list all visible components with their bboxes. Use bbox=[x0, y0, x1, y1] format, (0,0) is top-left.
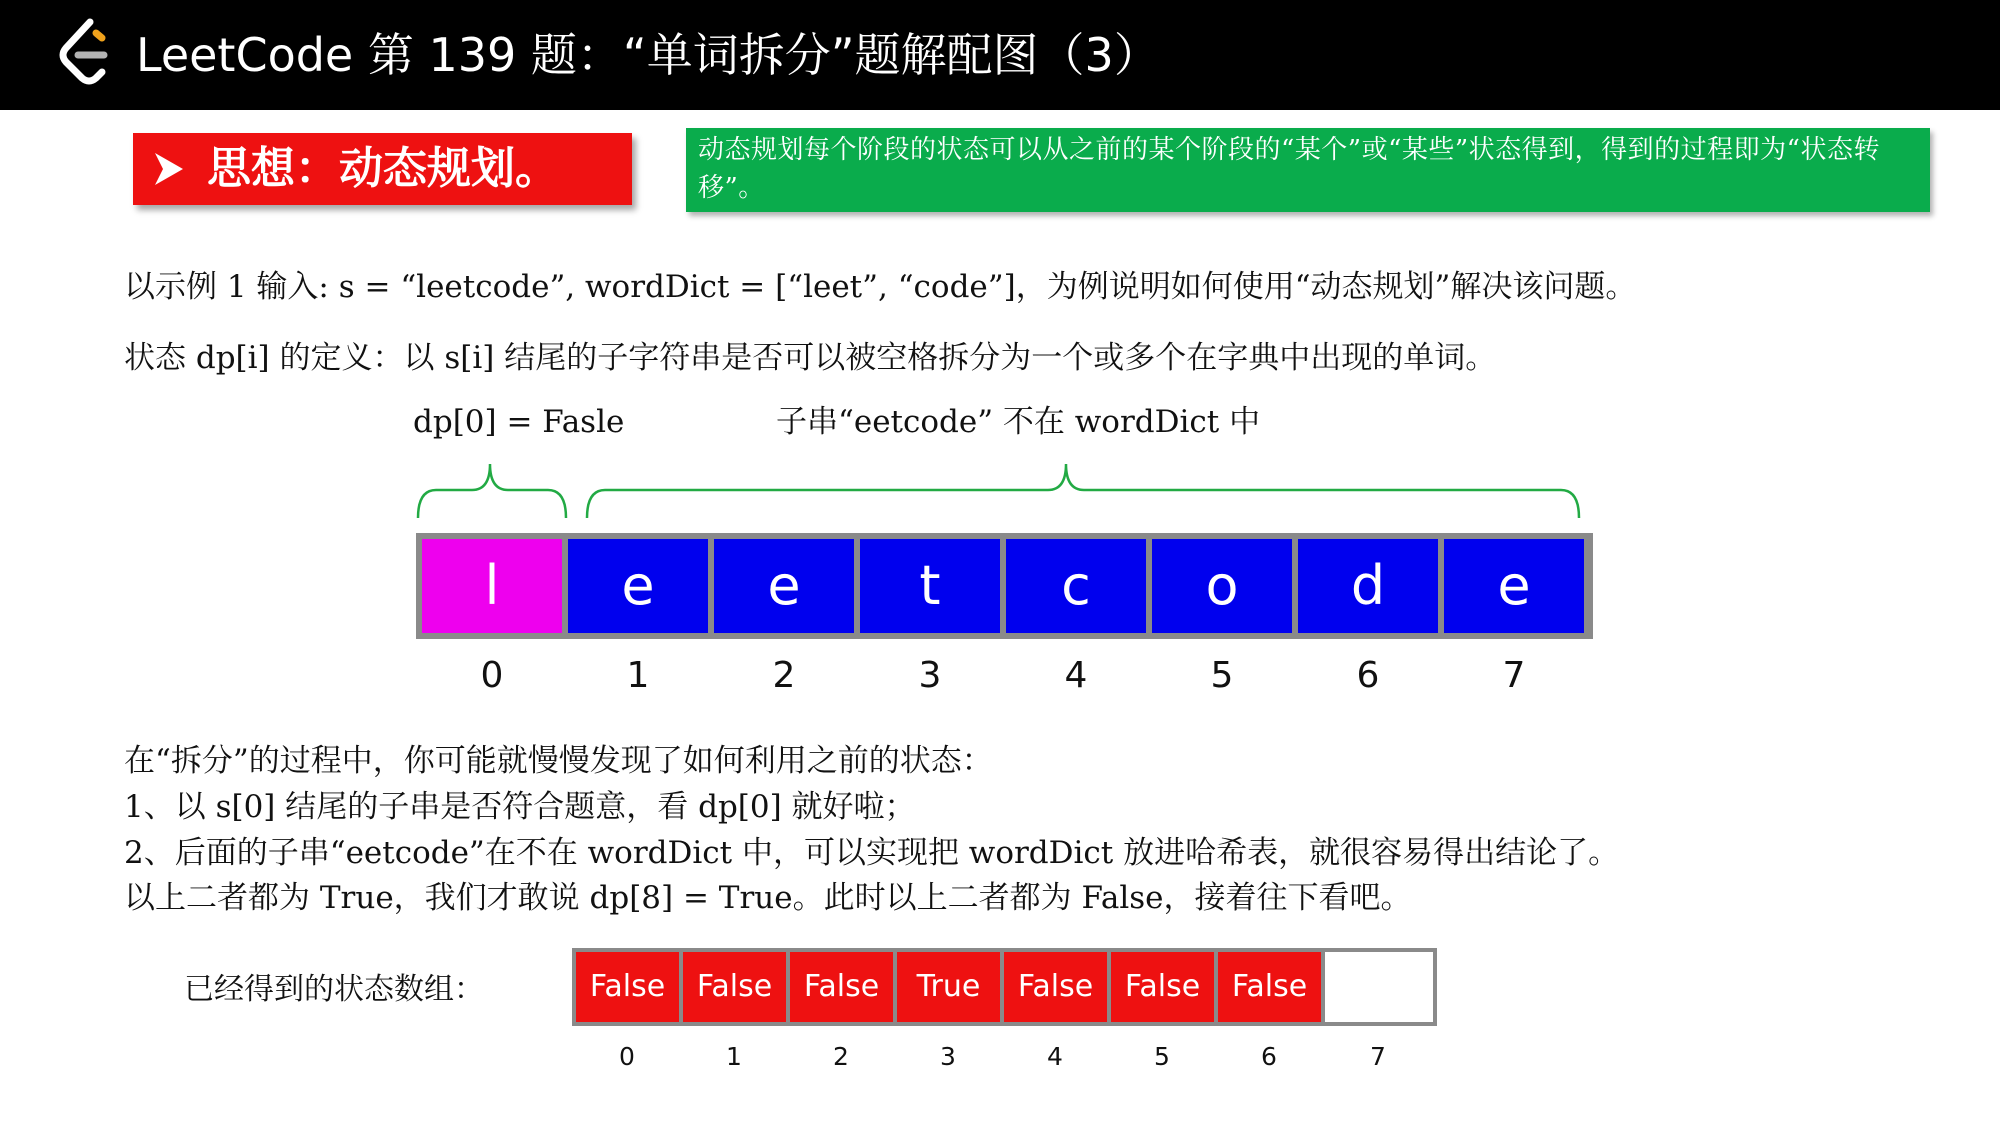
char-cell: c bbox=[1006, 539, 1146, 633]
state-array bbox=[572, 948, 1437, 1026]
state-index: 3 bbox=[940, 1042, 956, 1071]
page-title: LeetCode 第 139 题：“单词拆分”题解配图（3） bbox=[136, 28, 1160, 82]
state-cell: False bbox=[1004, 952, 1107, 1022]
char-index: 6 bbox=[1356, 655, 1380, 696]
state-array-label: 已经得到的状态数组： bbox=[184, 972, 484, 1007]
char-cell: t bbox=[860, 539, 1000, 633]
char-cell: o bbox=[1152, 539, 1292, 633]
state-index: 2 bbox=[833, 1042, 849, 1071]
state-cell: False bbox=[1111, 952, 1214, 1022]
right-brace bbox=[587, 464, 1579, 518]
right-brace-label: 子串“eetcode” 不在 wordDict 中 bbox=[776, 404, 1261, 440]
state-index: 7 bbox=[1370, 1042, 1386, 1071]
state-cell: False bbox=[790, 952, 893, 1022]
left-brace bbox=[418, 464, 566, 518]
char-index: 7 bbox=[1502, 655, 1526, 696]
char-cell: l bbox=[422, 539, 562, 633]
state-cell: True bbox=[897, 952, 1000, 1022]
state-index: 4 bbox=[1047, 1042, 1063, 1071]
state-index: 6 bbox=[1261, 1042, 1277, 1071]
state-index: 5 bbox=[1154, 1042, 1170, 1071]
char-index: 3 bbox=[918, 655, 942, 696]
example-line: 以示例 1 输入: s = “leetcode”, wordDict = [“leet”, “code”]，为例说明如何使用“动态规划”解决该问题。 bbox=[124, 269, 1637, 305]
char-index: 2 bbox=[772, 655, 796, 696]
state-cell: False bbox=[576, 952, 679, 1022]
explanation-line-3: 2、后面的子串“eetcode”在不在 wordDict 中，可以实现把 wordDict 放进哈希表，就很容易得出结论了。 bbox=[124, 835, 1620, 871]
state-index: 1 bbox=[726, 1042, 742, 1071]
state-cell-empty bbox=[1325, 952, 1433, 1022]
explanation-line-1: 在“拆分”的过程中，你可能就慢慢发现了如何利用之前的状态： bbox=[124, 743, 993, 779]
char-cell: e bbox=[1444, 539, 1584, 633]
state-cell: False bbox=[683, 952, 786, 1022]
string-strip bbox=[416, 533, 1593, 639]
explanation-line-2: 1、以 s[0] 结尾的子串是否符合题意，看 dp[0] 就好啦； bbox=[124, 789, 916, 825]
note-text: 动态规划每个阶段的状态可以从之前的某个阶段的“某个”或“某些”状态得到，得到的过程即为“状态转移”。 bbox=[698, 135, 1880, 203]
char-cell: d bbox=[1298, 539, 1438, 633]
explanation-line-4: 以上二者都为 True，我们才敢说 dp[8] = True。此时以上二者都为 False，接着往下看吧。 bbox=[124, 880, 1412, 916]
left-brace-label: dp[0] = Fasle bbox=[413, 404, 625, 440]
char-index: 1 bbox=[626, 655, 650, 696]
char-cell: e bbox=[714, 539, 854, 633]
definition-line: 状态 dp[i] 的定义：以 s[i] 结尾的子字符串是否可以被空格拆分为一个或多个在字典中出现的单词。 bbox=[124, 340, 1497, 376]
char-cell: e bbox=[568, 539, 708, 633]
state-cell: False bbox=[1218, 952, 1321, 1022]
state-index: 0 bbox=[619, 1042, 635, 1071]
char-index: 0 bbox=[480, 655, 504, 696]
idea-label: 思想：动态规划。 bbox=[207, 143, 559, 194]
char-index: 5 bbox=[1210, 655, 1234, 696]
char-index: 4 bbox=[1064, 655, 1088, 696]
